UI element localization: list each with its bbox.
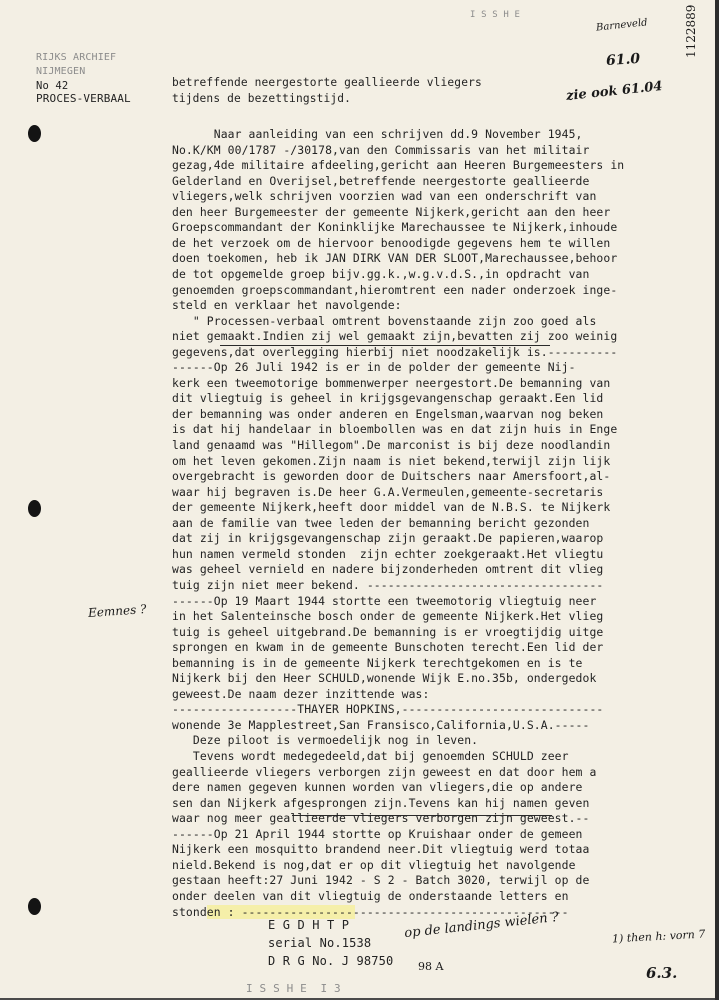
body-line: om het leven gekomen.Zijn naam is niet bekend,terwijl zijn lijk xyxy=(172,453,611,468)
punch-hole-middle xyxy=(28,500,41,517)
body-line: land genaamd was "Hillegom".De marconist is bij deze noodlandin xyxy=(172,438,611,452)
body-line: bemanning is in de gemeente Nijkerk terechtgekomen en is te xyxy=(172,655,583,670)
body-line: Tevens wordt medegedeeld,dat bij genoemden SCHULD zeer xyxy=(172,749,569,763)
body-line: der bemanning was onder anderen en Engelsman,waarvan nog beken xyxy=(172,406,604,421)
body-line: sen dan Nijkerk afgesprongen zijn.Tevens kan hij namen geven xyxy=(172,795,590,810)
footer-stamp: I S S H E I 3 xyxy=(246,982,341,995)
archive-line-1: RIJKS ARCHIEF xyxy=(36,52,117,63)
body-line: gezag,4de militaire afdeeling,gericht aan Heeren Burgemeesters in xyxy=(172,158,625,173)
page-mark: 98 A xyxy=(418,960,444,973)
body-line: doen toekomen, heb ik JAN DIRK VAN DER SLOOT,Marechaussee,behoor xyxy=(172,251,618,266)
annotation-bottom-right: 1) then h: vorn 7 xyxy=(611,927,706,946)
subject-line-1: betreffende neergestorte geallieerde vliegers xyxy=(172,76,482,89)
archive-number: No 42 xyxy=(36,80,69,92)
annotation-code: 61.0 xyxy=(605,50,641,70)
body-line: dat zij in krijgsgevangenschap zijn geraakt.De papieren,waarop xyxy=(172,531,604,546)
body-line: geallieerde vliegers verborgen zijn geweest en dat door hem a xyxy=(172,764,597,779)
body-line: geweest.De naam dezer inzittende was: xyxy=(172,686,430,701)
annotation-margin-note: Eemnes ? xyxy=(87,601,147,621)
trailer-drg: D R G No. J 98750 xyxy=(268,954,394,968)
punch-hole-bottom xyxy=(28,898,41,915)
body-line: der gemeente Nijkerk,heeft door middel van de N.B.S. te Nijkerk xyxy=(172,500,611,515)
body-line: tuig is geheel uitgebrand.De bemanning is er vroegtijdig uitge xyxy=(172,624,604,639)
body-line: wonende 3e Mapplestreet,San Fransisco,California,U.S.A.----- xyxy=(172,717,590,732)
body-line: hun namen vermeld stonden zijn echter zoekgeraakt.Het vliegtu xyxy=(172,546,604,561)
body-line: Nijkerk een mosquitto brandend neer.Dit vliegtuig werd totaa xyxy=(172,842,590,857)
body-line: den heer Burgemeester der gemeente Nijkerk,gericht aan den heer xyxy=(172,204,611,219)
body-line: waar hij begraven is.De heer G.A.Vermeulen,gemeente-secretaris xyxy=(172,484,604,499)
body-line: ------Op 19 Maart 1944 stortte een tweemotorig vliegtuig neer xyxy=(172,593,597,608)
annotation-bottom-note: op de landings wielen ? xyxy=(403,909,560,942)
body-line: ------------------THAYER HOPKINS,----------------------------- xyxy=(172,702,604,717)
body-line: de het verzoek om de hiervoor benoodigde gegevens hem te willen xyxy=(172,235,611,250)
document-type: PROCES-VERBAAL xyxy=(36,92,131,105)
annotation-barneveld: Barneveld xyxy=(595,17,649,34)
subject-line-2: tijdens de bezettingstijd. xyxy=(172,92,352,105)
body-line: overgebracht is geworden door de Duitschers naar Amersfoort,al- xyxy=(172,469,611,484)
body-line: gestaan heeft:27 Juni 1942 - S 2 - Batch 3020, terwijl op de xyxy=(172,873,590,888)
trailer-letters: E G D H T P xyxy=(268,918,350,932)
body-line: nield.Bekend is nog,dat er op dit vliegtuig het navolgende xyxy=(172,857,576,872)
body-line: ------Op 26 Juli 1942 is er in de polder der gemeente Nij- xyxy=(172,360,576,375)
body-line: niet gemaakt.Indien zij wel gemaakt zijn,bevatten zij zoo weinig xyxy=(172,329,618,344)
body-line: stonden : ----------------------------------------------- xyxy=(172,904,569,919)
body-line: onder deelen van dit vliegtuig de onderstaande letters en xyxy=(172,888,569,903)
body-line: vliegers,welk schrijven voorzien wad van een onderschrift van xyxy=(172,189,597,204)
body-line: Nijkerk bij den Heer SCHULD,wonende Wijk E.no.35b, ondergedok xyxy=(172,671,597,686)
scan-edge xyxy=(715,0,719,1000)
body-line: Gelderland en Overijsel,betreffende neergestorte geallieerde xyxy=(172,173,590,188)
annotation-bottom-number: 6.3. xyxy=(646,964,678,982)
body-line: ------Op 21 April 1944 stortte op Kruishaar onder de gemeen xyxy=(172,826,583,841)
body-line: kerk een tweemotorige bommenwerper neergestort.De bemanning van xyxy=(172,375,611,390)
body-line: de tot opgemelde groep bijv.gg.k.,w.g.v.d.S.,in opdracht van xyxy=(172,266,590,281)
body-line: Naar aanleiding van een schrijven dd.9 November 1945, xyxy=(172,127,583,141)
body-line: is dat hij handelaar in bloembollen was en dat zijn huis in Enge xyxy=(172,422,618,437)
body-line: Groepscommandant der Koninklijke Marechaussee te Nijkerk,inhoude xyxy=(172,220,618,235)
body-line: steld en verklaar het navolgende: xyxy=(172,298,402,313)
body-line: " Processen-verbaal omtrent bovenstaande zijn zoo goed als xyxy=(172,313,597,328)
body-line: Deze piloot is vermoedelijk nog in leven. xyxy=(172,733,479,748)
body-line: was geheel vernield en nadere bijzonderheden omtrent dit vlieg xyxy=(172,562,604,577)
body-line: No.K/KM 00/1787 -/30178,van den Commissaris van het militair xyxy=(172,142,590,157)
body-text xyxy=(172,127,702,947)
punch-hole-top xyxy=(28,125,41,142)
annotation-side-number: 1122889 xyxy=(684,4,698,58)
top-stamp: I S S H E xyxy=(470,10,521,20)
body-line: aan de familie van twee leden der bemanning bericht gezonden xyxy=(172,515,590,530)
body-line: genoemden groepscommandant,hieromtrent een nader onderzoek inge- xyxy=(172,282,618,297)
body-line: gegevens,dat overlegging hierbij niet noodzakelijk is.---------- xyxy=(172,344,618,359)
body-line: dit vliegtuig is geheel in krijgsgevangenschap geraakt.Een lid xyxy=(172,391,604,406)
body-line: tuig zijn niet meer bekend. ---------------------------------- xyxy=(172,577,604,592)
body-line: sprongen en kwam in de gemeente Bunschoten terecht.Een lid der xyxy=(172,640,604,655)
archive-line-2: NIJMEGEN xyxy=(36,66,86,77)
annotation-see-also: zie ook 61.04 xyxy=(565,78,664,105)
body-line: waar nog meer geallieerde vliegers verborgen zijn geweest.-- xyxy=(172,811,590,826)
body-line: in het Salenteinsche bosch onder de gemeente Nijkerk.Het vlieg xyxy=(172,609,604,624)
trailer-serial: serial No.1538 xyxy=(268,936,372,950)
body-line: dere namen gegeven kunnen worden van vliegers,die op andere xyxy=(172,780,583,795)
